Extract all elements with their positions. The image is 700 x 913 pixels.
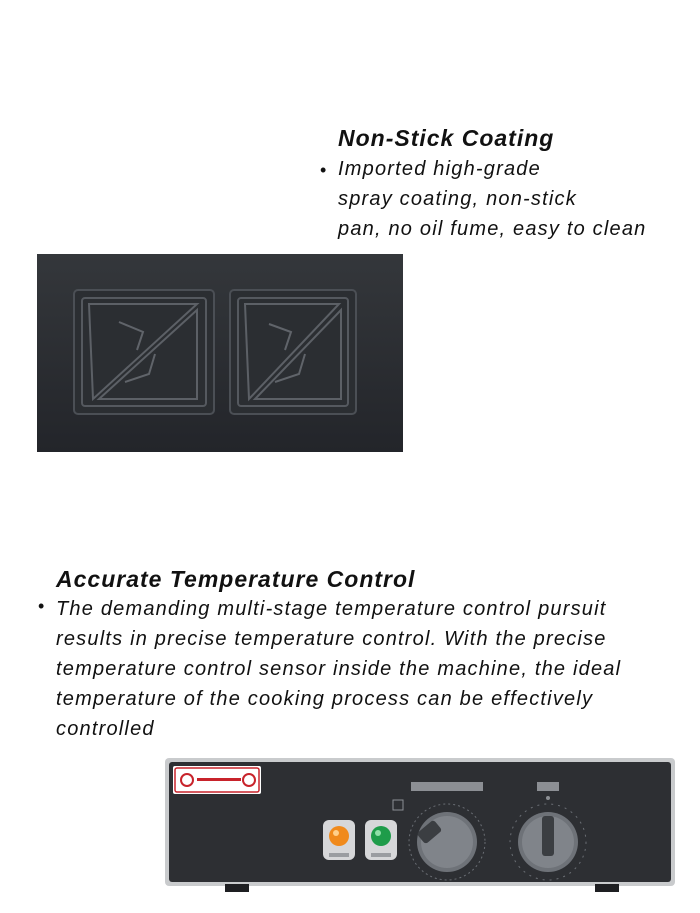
label-plate <box>537 782 559 791</box>
label-plate <box>411 782 483 791</box>
pan-cavity-right <box>230 290 356 414</box>
power-indicator-lamp <box>323 820 355 860</box>
text-line: controlled <box>56 718 155 740</box>
section-title-temperature-control: Accurate Temperature Control <box>56 566 416 592</box>
control-panel-image <box>165 758 675 893</box>
text-line: The demanding multi-stage temperature control pursuit <box>56 598 607 620</box>
foot <box>595 884 619 892</box>
bullet: • <box>38 596 45 616</box>
non-stick-pan-image <box>37 254 403 452</box>
section-body-temperature-control <box>56 594 696 744</box>
text-line: temperature of the cooking process can be effectively <box>56 688 594 710</box>
text-line: pan, no oil fume, easy to clean <box>338 218 647 240</box>
text-line: Imported high-grade <box>338 158 541 180</box>
heating-indicator-lamp <box>365 820 397 860</box>
text-line: spray coating, non-stick <box>338 188 577 210</box>
text-line: results in precise temperature control. With the precise <box>56 628 607 650</box>
pan-cavity-left <box>74 290 214 414</box>
section-body-non-stick <box>338 154 646 244</box>
section-title-non-stick: Non-Stick Coating <box>338 125 555 151</box>
bullet: • <box>320 160 327 180</box>
brand-logo <box>173 766 261 794</box>
text-line: temperature control sensor inside the machine, the ideal <box>56 658 622 680</box>
foot <box>225 884 249 892</box>
